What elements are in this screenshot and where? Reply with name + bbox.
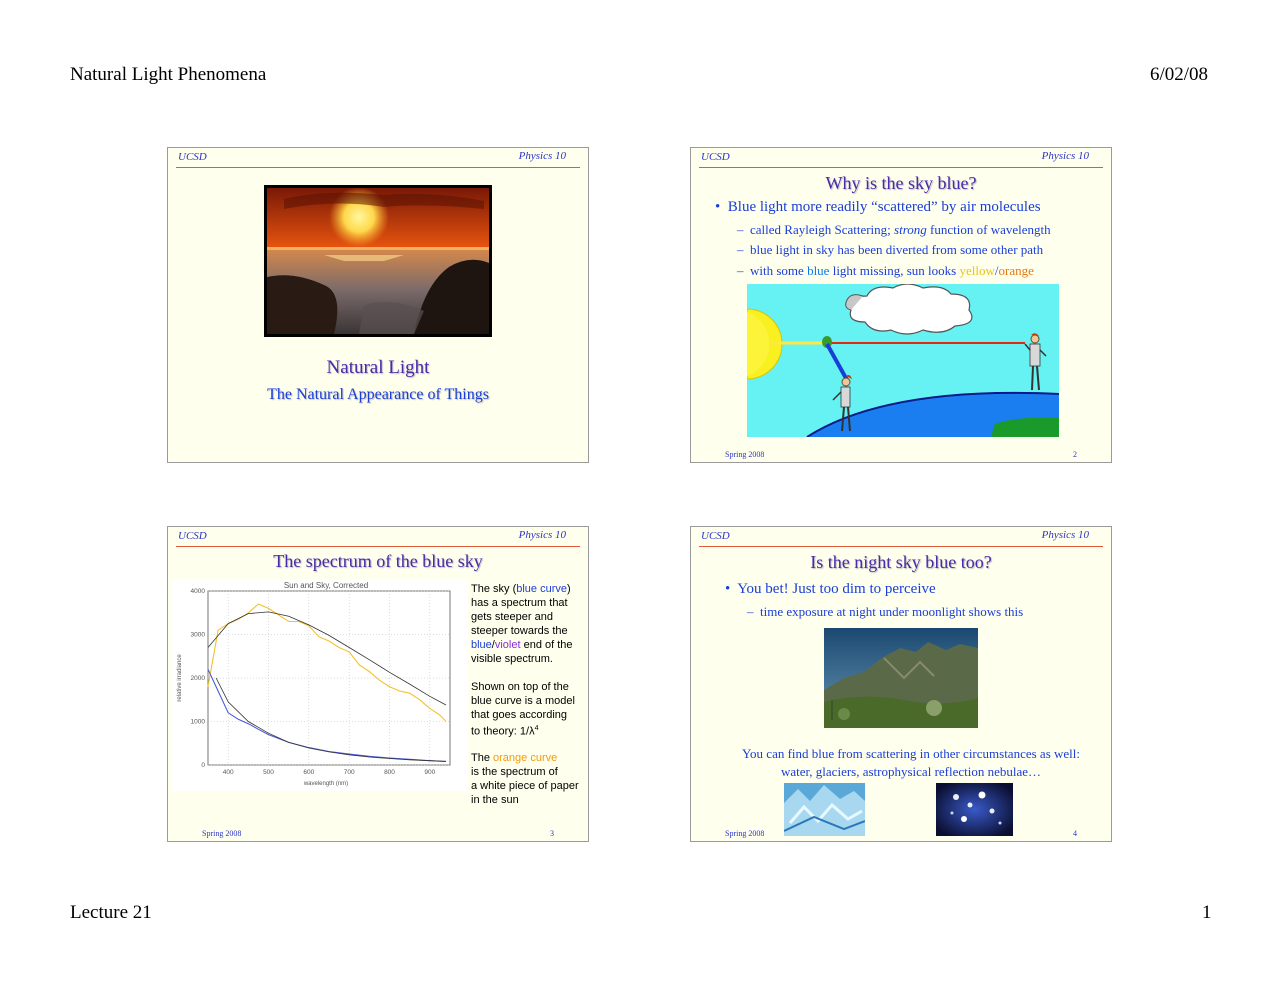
slide-term: Spring 2008 [202,829,242,838]
chart-series [208,604,446,762]
sub-text: with some [750,263,808,278]
slide-header-rule [176,167,580,168]
text: is the spectrum of [471,766,558,778]
sub-text: called Rayleigh Scattering; [750,222,895,237]
bullet-text: You bet! Just too dim to perceive [737,581,936,597]
slide-ucsd-label: UCSD [178,530,207,542]
chart-title: Sun and Sky, Corrected [283,581,369,590]
slide-4-title: Is the night sky blue too? [810,552,992,572]
sunset-photo [264,185,492,337]
page-header-date: 6/02/08 [1150,64,1209,85]
slide-course-label: Physics 10 [1041,150,1089,162]
text: The [471,752,494,764]
slide-number: 4 [1073,829,1077,838]
reflection-nebula-photo [936,783,1013,836]
slide-3-paragraph-2 [471,680,575,739]
slash: / [491,639,495,651]
bullet-text: Blue light more readily “scattered” by air molecules [727,199,1041,215]
text: in the sun [471,794,519,806]
x-tick-label: 400 [222,769,234,776]
x-tick-label: 900 [424,769,436,776]
slide-4-line-1: You can find blue from scattering in other circumstances as well: [741,746,1081,761]
series-line-0 [208,604,446,722]
violet-word: violet [494,639,521,651]
series-line-3 [216,678,446,761]
x-tick-label: 700 [343,769,355,776]
orange-curve-label: orange curve [493,752,558,764]
series-line-2 [208,669,446,761]
y-tick-label: 2000 [190,675,205,682]
slide-2-sub-2: – blue light in sky has been diverted from some other path [737,242,1044,257]
slide-header-rule [699,167,1103,168]
chart-ticks [191,588,436,776]
night-sky-photo [824,628,978,728]
slide-number: 3 [550,829,554,838]
text: visible spectrum. [471,653,553,665]
slide-3-paragraph-1 [471,582,573,666]
text: end of the [520,639,573,651]
slide-3-title: The spectrum of the blue sky [273,551,483,571]
text: ) [567,583,571,595]
x-tick-label: 500 [263,769,274,776]
slide-ucsd-label: UCSD [701,530,730,542]
slide-header-rule [699,546,1103,547]
chart-xlabel: wavelength (nm) [303,781,349,787]
blue-word: blue [807,263,830,278]
text: a white piece of paper [471,780,579,792]
yellow-word: yellow [959,263,995,278]
slide-1-title: Natural Light [326,357,430,378]
page-header-title: Natural Light Phenomena [70,64,267,85]
blue-word: blue [471,639,492,651]
y-tick-label: 0 [201,762,205,769]
blue-curve-label: blue curve [516,583,567,595]
slide-term: Spring 2008 [725,450,765,459]
slide-2-title: Why is the sky blue? [825,173,977,193]
slide-4 [690,526,1112,842]
slide-4-line-2: water, glaciers, astrophysical reflection nebulae… [780,764,1042,779]
slide-2-bullet: • Blue light more readily “scattered” by air molecules [715,199,1041,215]
sub-emphasis: strong [894,222,927,237]
orange-word: orange [998,263,1034,278]
chart-ylabel: relative irradiance [177,654,183,702]
slide-4-bullet: • You bet! Just too dim to perceive [725,581,936,597]
slide-course-label: Physics 10 [1041,529,1089,541]
text: blue curve is a model [471,695,575,707]
y-tick-label: 4000 [190,588,205,595]
text: steeper towards the [471,625,568,637]
sub-text: blue light in sky has been diverted from some other path [750,242,1044,257]
x-tick-label: 600 [303,769,315,776]
slide-course-label: Physics 10 [518,150,566,162]
text: Shown on top of the [471,681,569,693]
text: has a spectrum that [471,597,568,609]
slide-1 [167,147,589,463]
slide-3 [167,526,589,842]
series-line-1 [208,612,446,705]
x-tick-label: 800 [384,769,395,776]
sub-text: time exposure at night under moonlight shows this [760,604,1024,619]
text: The sky ( [471,583,517,595]
slide-1-subtitle: The Natural Appearance of Things [267,386,489,403]
slide-header-rule [176,546,580,547]
slash: / [994,263,999,278]
slide-4-sub: – time exposure at night under moonlight shows this [747,604,1024,619]
text: that goes according [471,709,568,721]
slide-3-paragraph-3 [471,751,579,807]
slide-2 [690,147,1112,463]
sub-text: function of wavelength [926,222,1051,237]
slide-course-label: Physics 10 [518,529,566,541]
rayleigh-scattering-diagram [747,284,1059,437]
sub-text: light missing, sun looks [829,263,960,278]
spectrum-chart [172,579,468,791]
slide-number: 2 [1073,450,1077,459]
glacier-photo [784,783,865,836]
page-footer-lecture: Lecture 21 [70,902,152,923]
page-footer-number: 1 [1202,902,1212,923]
superscript: 4 [534,725,539,732]
y-tick-label: 3000 [190,631,205,639]
y-tick-label: 1000 [190,718,205,726]
slide-2-sub-1: – called Rayleigh Scattering; strong function of wavelength [737,222,1051,237]
slide-ucsd-label: UCSD [701,151,730,163]
slide-ucsd-label: UCSD [178,151,207,163]
chart-grid [208,591,450,765]
slide-2-sub-3: – with some blue light missing, sun looks yellow/orange [737,263,1034,278]
text: to theory: 1/λ [471,725,535,738]
slide-term: Spring 2008 [725,829,765,838]
text: gets steeper and [471,611,553,623]
